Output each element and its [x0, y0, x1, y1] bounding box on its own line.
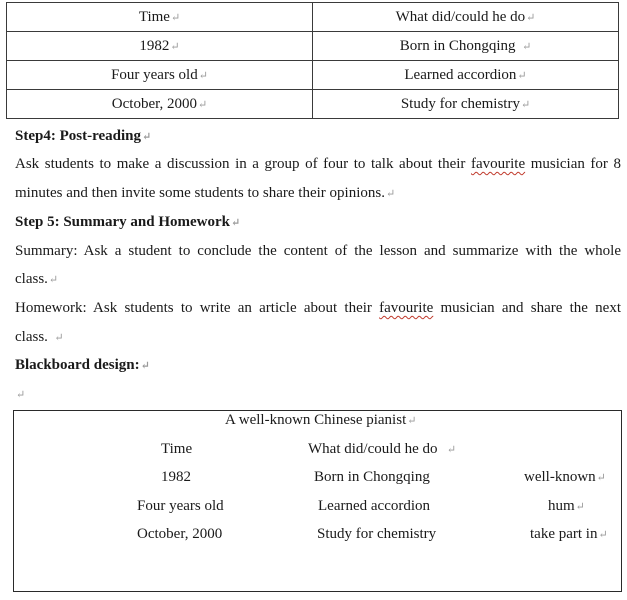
board-col2-item: Learned accordion — [318, 498, 431, 514]
board-col2-item: What did/could he do ↵ — [308, 441, 457, 457]
step4-heading: Step4: Post-reading↵ — [15, 128, 152, 144]
table-header-cell: Time↵ — [7, 3, 313, 32]
table-row — [7, 32, 619, 61]
board-title: A well-known Chinese pianist↵ — [225, 412, 417, 428]
table-cell: 1982↵ — [7, 32, 313, 61]
table-cell: Learned accordion↵ — [313, 61, 619, 90]
spell-check-word: favourite — [379, 300, 434, 316]
board-col1-item: October, 2000 — [137, 526, 223, 542]
board-col3-item: take part in↵ — [530, 526, 608, 542]
time-table — [6, 2, 619, 119]
board-col2-item: Born in Chongqing — [314, 469, 430, 485]
homework-line2: class. ↵ — [15, 329, 64, 345]
board-col3-item: hum↵ — [548, 498, 585, 514]
table-cell: Four years old↵ — [7, 61, 313, 90]
table-row — [7, 61, 619, 90]
board-col2-item: Study for chemistry — [317, 526, 437, 542]
board-col3-item: well-known↵ — [524, 469, 606, 485]
step4-paragraph-line2: minutes and then invite some students to share their opinions.↵ — [15, 185, 396, 201]
summary-line1: Summary: Ask a student to conclude the content of the lesson and summarize with the whole — [15, 243, 621, 259]
board-col1-item: 1982 — [161, 469, 191, 485]
table-cell: October, 2000↵ — [7, 90, 313, 119]
table-cell: Born in Chongqing ↵ — [313, 32, 619, 61]
step4-paragraph-line1: Ask students to make a discussion in a group of four to talk about their favourite musician for 8 — [15, 156, 621, 172]
table-row — [7, 90, 619, 119]
board-col1-item: Four years old — [137, 498, 224, 514]
step5-heading: Step 5: Summary and Homework↵ — [15, 214, 241, 230]
spell-check-word: favourite — [470, 156, 526, 172]
empty-paragraph: ↵ — [16, 389, 26, 401]
table-header-row — [7, 3, 619, 32]
blackboard-box — [13, 410, 622, 592]
summary-line2: class.↵ — [15, 271, 59, 287]
table-cell: Study for chemistry↵ — [313, 90, 619, 119]
homework-line1: Homework: Ask students to write an article about their favourite musician and share the next — [15, 300, 621, 316]
table-header-cell: What did/could he do↵ — [313, 3, 619, 32]
blackboard-heading: Blackboard design:↵ — [15, 357, 150, 373]
board-col1-item: Time — [161, 441, 193, 457]
